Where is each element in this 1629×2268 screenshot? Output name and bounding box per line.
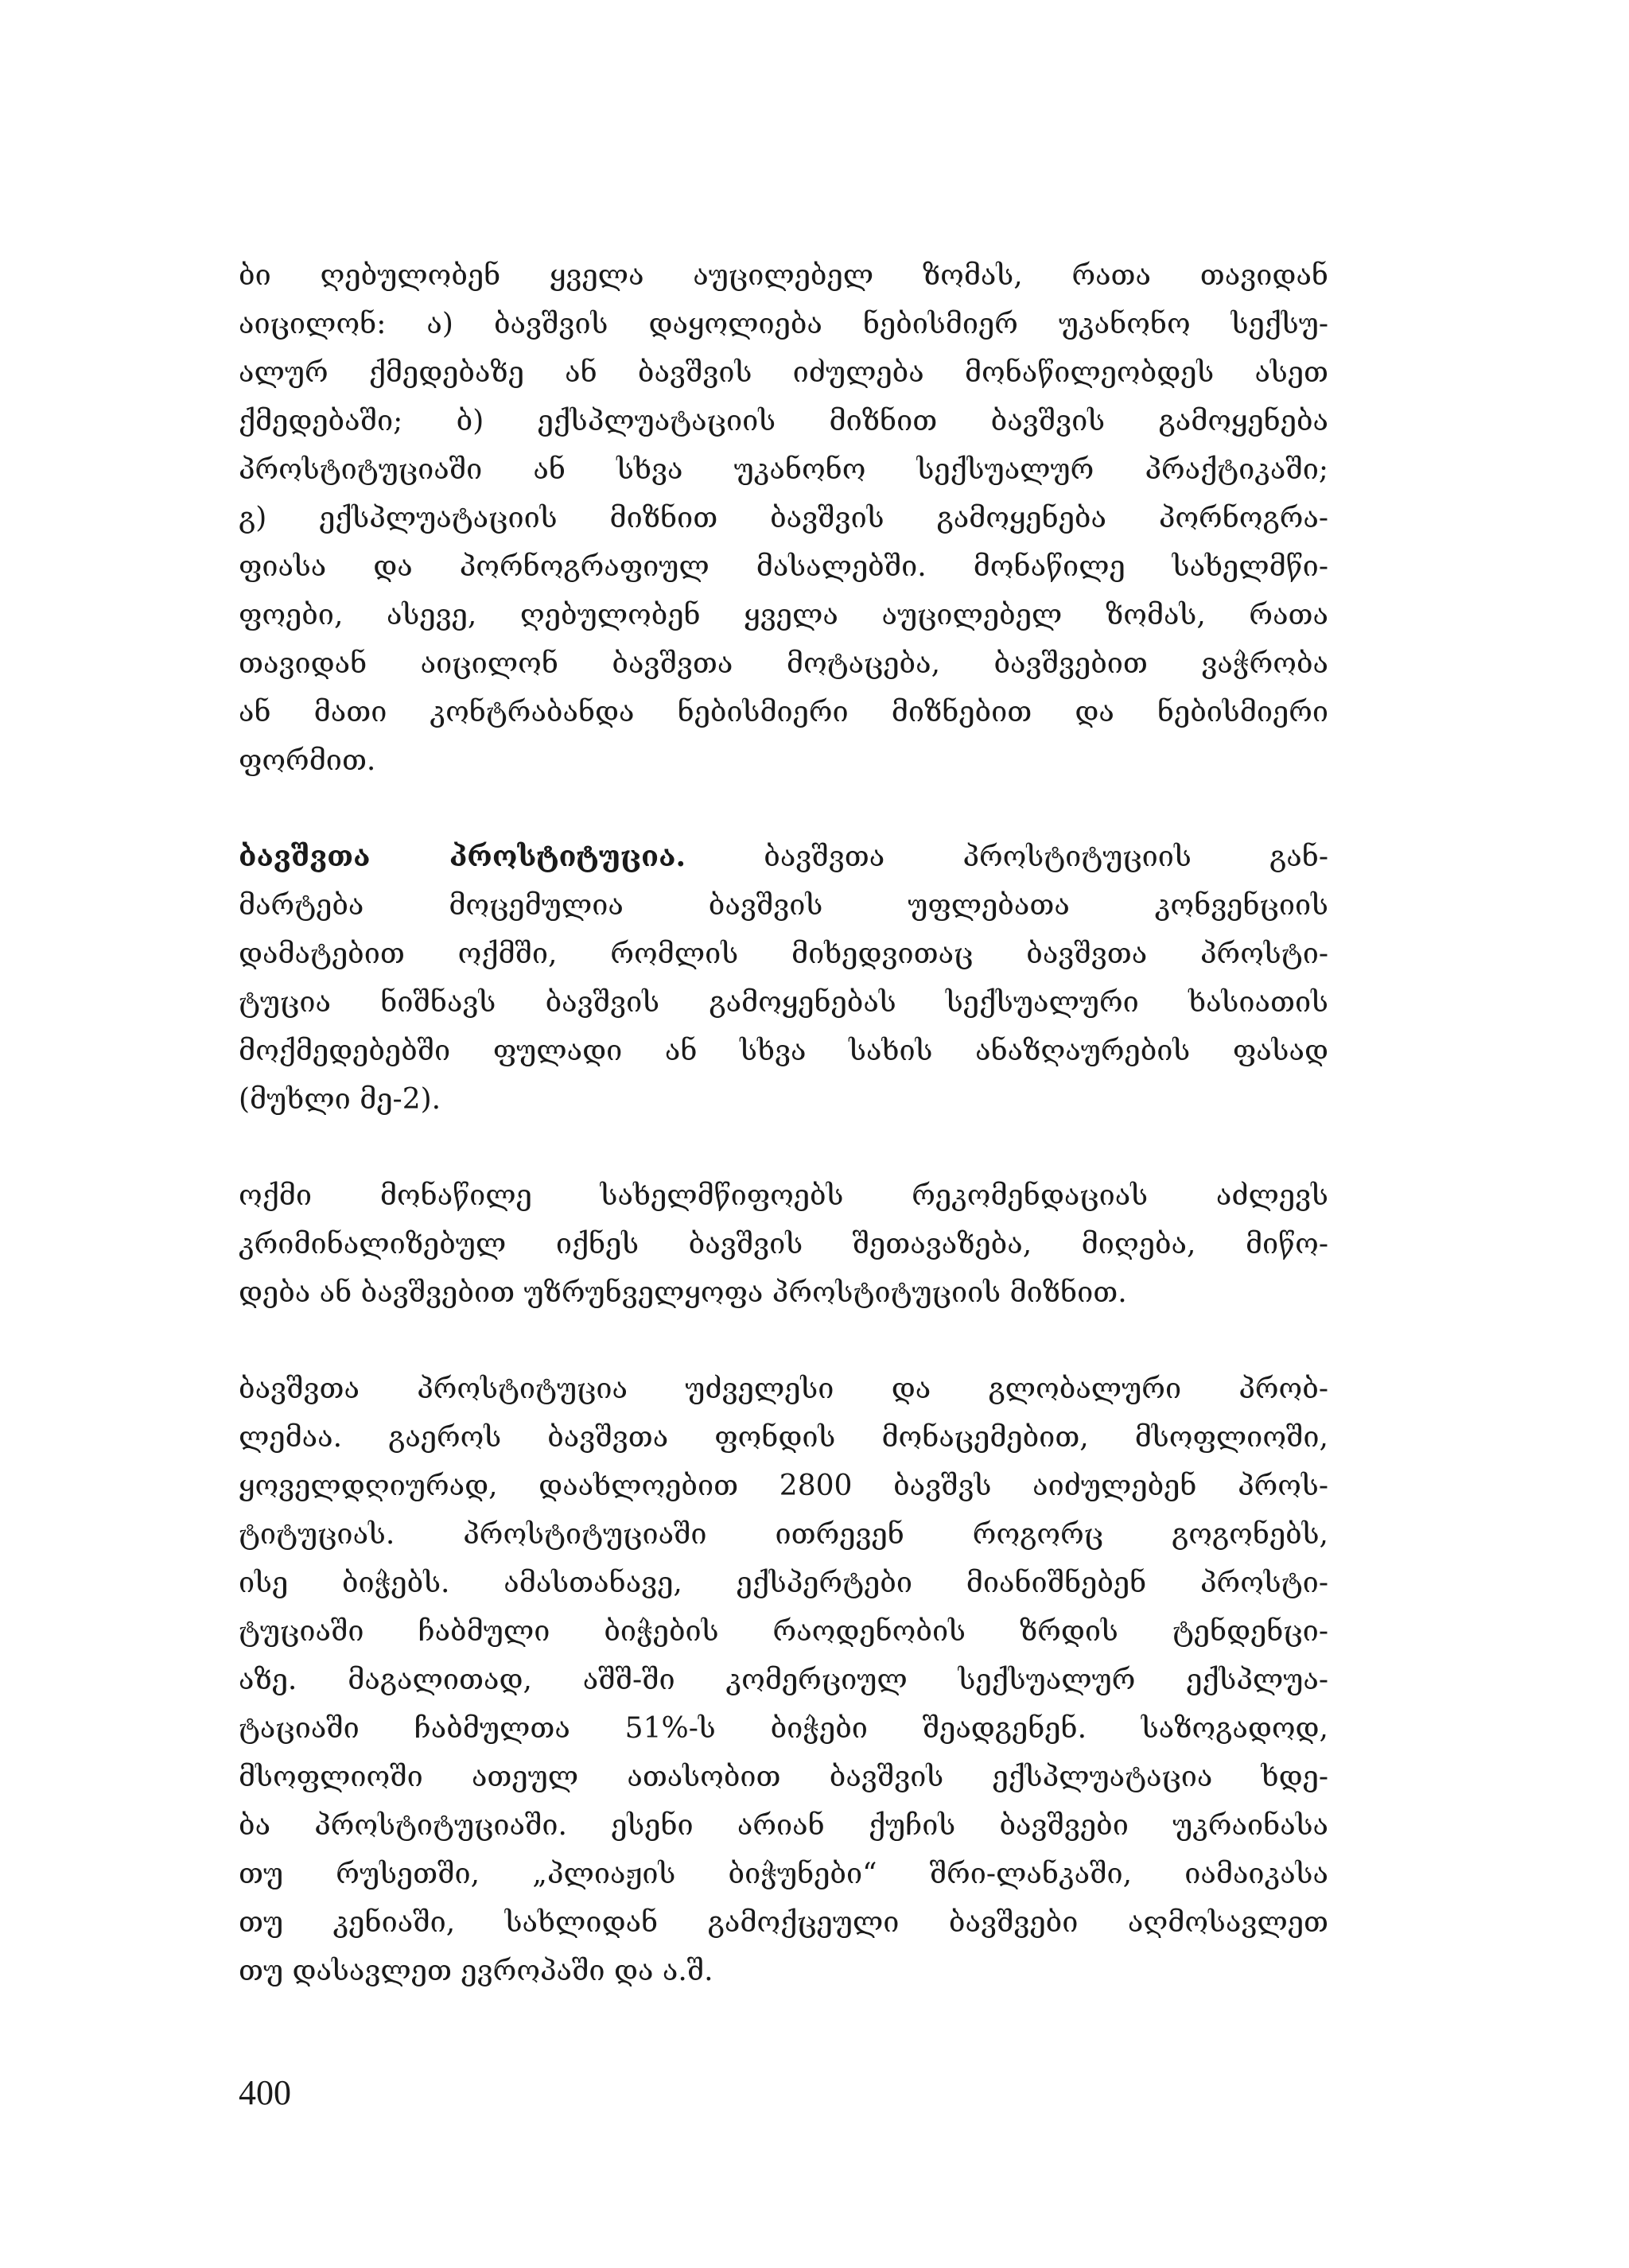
text-line: ბავშვთა პროსტიტუცია უძველესი და გლობალური პრობ- bbox=[239, 1373, 1328, 1405]
text-line: პროსტიტუციაში ან სხვა უკანონო სექსუალურ პრაქტიკაში; bbox=[239, 453, 1328, 486]
text-line: ბა პროსტიტუციაში. ესენი არიან ქუჩის ბავშვები უკრაინასა bbox=[239, 1809, 1328, 1842]
text-line: კრიმინალიზებულ იქნეს ბავშვის შეთავაზება, მიღება, მიწო- bbox=[239, 1228, 1328, 1260]
text-line: ტუციაში ჩაბმული ბიჭების რაოდენობის ზრდის ტენდენცი- bbox=[239, 1615, 1328, 1648]
text-line: გ) ექსპლუატაციის მიზნით ბავშვის გამოყენება პორნოგრა- bbox=[239, 502, 1328, 534]
page-body bbox=[239, 251, 1328, 1995]
text-line: ტუცია ნიშნავს ბავშვის გამოყენებას სექსუალური ხასიათის bbox=[239, 986, 1328, 1019]
text-line: დება ან ბავშვებით უზრუნველყოფა პროსტიტუციის მიზნით. bbox=[239, 1276, 1127, 1309]
text-line: ალურ ქმედებაზე ან ბავშვის იძულება მონაწილეობდეს ასეთ bbox=[239, 356, 1328, 389]
text-line: მსოფლიოში ათეულ ათასობით ბავშვის ექსპლუატაცია ხდე- bbox=[239, 1761, 1328, 1793]
text-line: ბი ღებულობენ ყველა აუცილებელ ზომას, რათა თავიდან bbox=[239, 259, 1328, 292]
text-line bbox=[239, 833, 1328, 881]
text-line: ფიასა და პორნოგრაფიულ მასალებში. მონაწილე სახელმწი- bbox=[239, 550, 1328, 583]
text-line: ფოები, ასევე, ღებულობენ ყველა აუცილებელ ზომას, რათა bbox=[239, 599, 1328, 631]
text-line: ქმედებაში; ბ) ექსპლუატაციის მიზნით ბავშვის გამოყენება bbox=[239, 405, 1328, 437]
text-line: ტაციაში ჩაბმულთა 51%-ს ბიჭები შეადგენენ. საზოგადოდ, bbox=[239, 1712, 1328, 1745]
paragraph bbox=[239, 833, 1328, 1124]
text-line: თუ კენიაში, სახლიდან გამოქცეული ბავშვები აღმოსავლეთ bbox=[239, 1906, 1328, 1939]
paragraph bbox=[239, 251, 1328, 785]
text-line: ტიტუციას. პროსტიტუციაში ითრევენ როგორც გოგონებს, bbox=[239, 1518, 1328, 1551]
text-line: აზე. მაგალითად, აშშ-ში კომერციულ სექსუალურ ექსპლუა- bbox=[239, 1664, 1328, 1696]
text-line: დამატებით ოქმში, რომლის მიხედვითაც ბავშვთა პროსტი- bbox=[239, 938, 1328, 970]
text-line: (მუხლი მე-2). bbox=[239, 1083, 441, 1116]
text-line: აიცილონ: ა) ბავშვის დაყოლიება ნებისმიერ უკანონო სექსუ- bbox=[239, 308, 1328, 340]
text-line: მარტება მოცემულია ბავშვის უფლებათა კონვენციის bbox=[239, 889, 1328, 922]
text-line: თუ რუსეთში, „პლიაჟის ბიჭუნები“ შრი-ლანკაში, იამაიკასა bbox=[239, 1858, 1328, 1890]
paragraph bbox=[239, 1171, 1328, 1317]
line-text: ბავშვთა პროსტიტუციის გან- bbox=[686, 841, 1328, 873]
text-line: ოქმი მონაწილე სახელმწიფოებს რეკომენდაციას აძლევს bbox=[239, 1179, 1328, 1212]
text-line: ყოველდღიურად, დაახლოებით 2800 ბავშვს აიძულებენ პროს- bbox=[239, 1470, 1328, 1502]
text-line: ისე ბიჭებს. ამასთანავე, ექსპერტები მიანიშნებენ პროსტი- bbox=[239, 1567, 1328, 1599]
text-line: ლემაა. გაეროს ბავშვთა ფონდის მონაცემებით, მსოფლიოში, bbox=[239, 1421, 1328, 1454]
text-line: თუ დასავლეთ ევროპაში და ა.შ. bbox=[239, 1955, 713, 1987]
section-heading: ბავშვთა პროსტიტუცია. bbox=[239, 840, 686, 873]
paragraph bbox=[239, 1365, 1328, 1995]
text-line: მოქმედებებში ფულადი ან სხვა სახის ანაზღაურების ფასად bbox=[239, 1035, 1328, 1067]
page-number: 400 bbox=[239, 2073, 291, 2112]
text-line: ფორმით. bbox=[239, 744, 376, 777]
text-line: ან მათი კონტრაბანდა ნებისმიერი მიზნებით და ნებისმიერი bbox=[239, 696, 1328, 728]
text-line: თავიდან აიცილონ ბავშვთა მოტაცება, ბავშვებით ვაჭრობა bbox=[239, 647, 1328, 680]
